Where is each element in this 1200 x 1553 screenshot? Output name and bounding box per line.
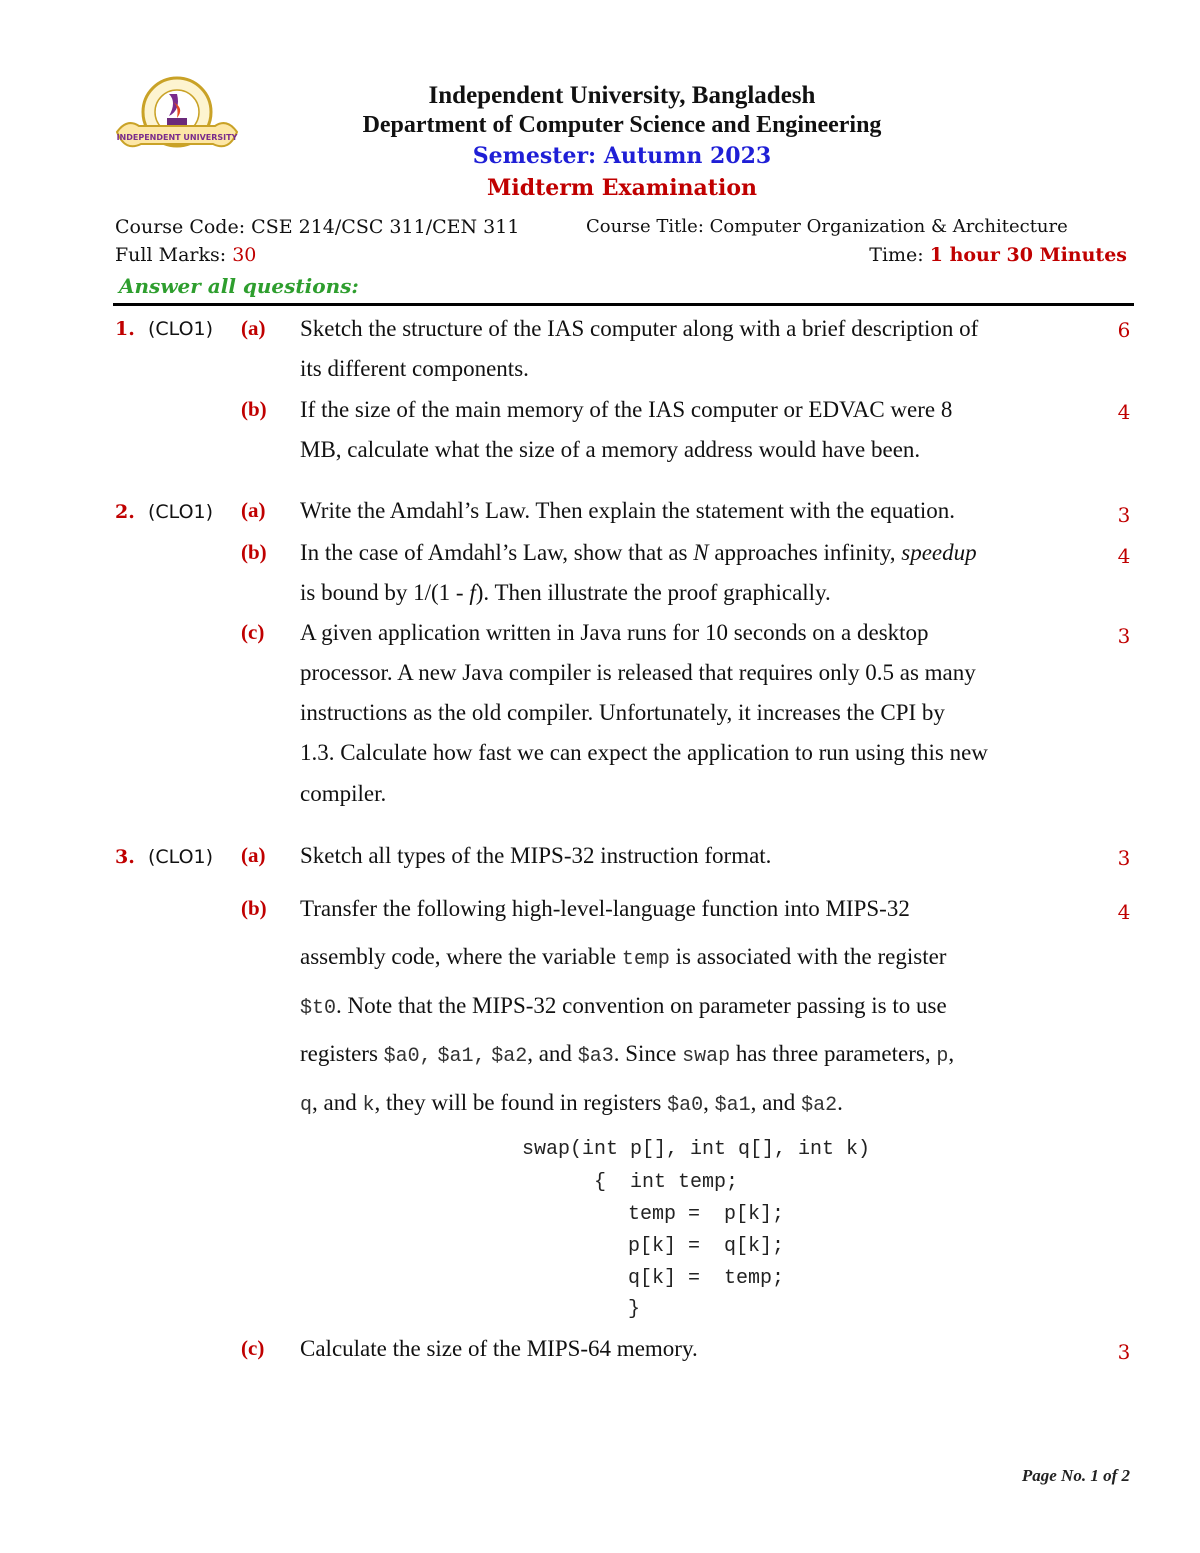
q3-part-b-mark: 4 — [1117, 900, 1131, 924]
q2-part-c-line-2: processor. A new Java compiler is released that requires only 0.5 as many — [300, 660, 976, 685]
q3-part-a-label: (a) — [241, 843, 266, 867]
question-3-clo: (CLO1) — [148, 846, 214, 868]
q1-part-b-line-1: If the size of the main memory of the IAS computer or EDVAC were 8 — [300, 397, 953, 422]
instruction-text: Answer all questions: — [119, 274, 359, 298]
q3-part-c-mark: 3 — [1117, 1340, 1131, 1364]
semester-title: Semester: Autumn 2023 — [472, 143, 772, 169]
exam-title: Midterm Examination — [487, 175, 757, 201]
university-name: Independent University, Bangladesh — [428, 82, 816, 109]
course-title-label: Course Title: — [586, 216, 704, 237]
full-marks-row — [115, 244, 256, 266]
code-line-3: temp = p[k]; — [628, 1203, 785, 1226]
question-1-number: 1. — [115, 318, 135, 340]
q1-part-a-mark: 6 — [1117, 318, 1131, 342]
q2-part-a-label: (a) — [241, 498, 266, 522]
q2-part-c-mark: 3 — [1117, 624, 1131, 648]
q3-part-b-line-1: Transfer the following high-level-language function into MIPS-32 — [300, 896, 910, 921]
q2-part-c-line-1: A given application written in Java runs for 10 seconds on a desktop — [300, 620, 929, 645]
course-code-label: Course Code: — [115, 216, 246, 238]
q3-part-a-mark: 3 — [1117, 846, 1131, 870]
q2-part-a-line-1: Write the Amdahl’s Law. Then explain the statement with the equation. — [300, 498, 956, 523]
q3-part-c-line-1: Calculate the size of the MIPS-64 memory. — [300, 1336, 698, 1361]
course-code-row — [115, 216, 519, 238]
question-2-number: 2. — [115, 501, 135, 523]
q3-part-b-label: (b) — [241, 896, 267, 920]
q1-part-a-label: (a) — [241, 316, 266, 340]
question-3-number: 3. — [115, 846, 135, 868]
q1-part-a-line-2: its different components. — [300, 356, 529, 381]
time-value: 1 hour 30 Minutes — [929, 244, 1127, 266]
department-name: Department of Computer Science and Engineering — [362, 112, 882, 138]
code-line-6: } — [628, 1298, 641, 1321]
code-line-5: q[k] = temp; — [628, 1267, 785, 1290]
q2-part-c-line-4: 1.3. Calculate how fast we can expect the application to run using this new — [300, 740, 988, 765]
q2-part-b-line-1: In the case of Amdahl’s Law, show that as N approaches infinity, speedup — [300, 540, 977, 565]
page-number: Page No. 1 of 2 — [1021, 1466, 1130, 1485]
question-1-clo: (CLO1) — [148, 318, 214, 340]
question-2-clo: (CLO1) — [148, 501, 214, 523]
q2-part-c-label: (c) — [241, 620, 265, 644]
course-title-row — [586, 216, 1068, 237]
time-label: Time: — [869, 244, 924, 266]
q3-part-b-line-4: registers $a0, $a1, $a2, and $a3. Since swap has three parameters, p, — [300, 1041, 955, 1068]
q3-part-b-line-5: q, and k, they will be found in registers $a0, $a1, and $a2. — [300, 1090, 843, 1117]
q2-part-c-line-3: instructions as the old compiler. Unfortunately, it increases the CPI by — [300, 700, 945, 725]
q2-part-c-line-5: compiler. — [300, 781, 387, 806]
q2-part-b-mark: 4 — [1117, 544, 1131, 568]
code-line-2: { int temp; — [594, 1171, 739, 1194]
code-line-1: swap(int p[], int q[], int k) — [522, 1138, 871, 1161]
course-code: CSE 214/CSC 311/CEN 311 — [251, 216, 520, 238]
full-marks-label: Full Marks: — [115, 244, 227, 266]
q2-part-a-mark: 3 — [1117, 503, 1131, 527]
logo-banner-text: INDEPENDENT UNIVERSITY — [116, 133, 238, 142]
q3-part-c-label: (c) — [241, 1336, 265, 1360]
header-divider — [113, 303, 1134, 306]
q1-part-a-line-1: Sketch the structure of the IAS computer along with a brief description of — [300, 316, 979, 341]
q1-part-b-line-2: MB, calculate what the size of a memory address would have been. — [300, 437, 921, 462]
q1-part-b-label: (b) — [241, 397, 267, 421]
q3-part-b-line-3: $t0. Note that the MIPS-32 convention on parameter passing is to use — [300, 993, 947, 1020]
course-title: Computer Organization & Architecture — [709, 216, 1068, 237]
q3-part-a-line-1: Sketch all types of the MIPS-32 instruction format. — [300, 843, 772, 868]
q2-part-b-line-2: is bound by 1/(1 - f). Then illustrate the proof graphically. — [300, 580, 831, 605]
q2-part-b-label: (b) — [241, 540, 267, 564]
code-line-4: p[k] = q[k]; — [628, 1235, 785, 1258]
time-row — [780, 244, 1127, 266]
full-marks-value: 30 — [232, 244, 257, 266]
q1-part-b-mark: 4 — [1117, 400, 1131, 424]
q3-part-b-line-2: assembly code, where the variable temp is associated with the register — [300, 944, 947, 971]
